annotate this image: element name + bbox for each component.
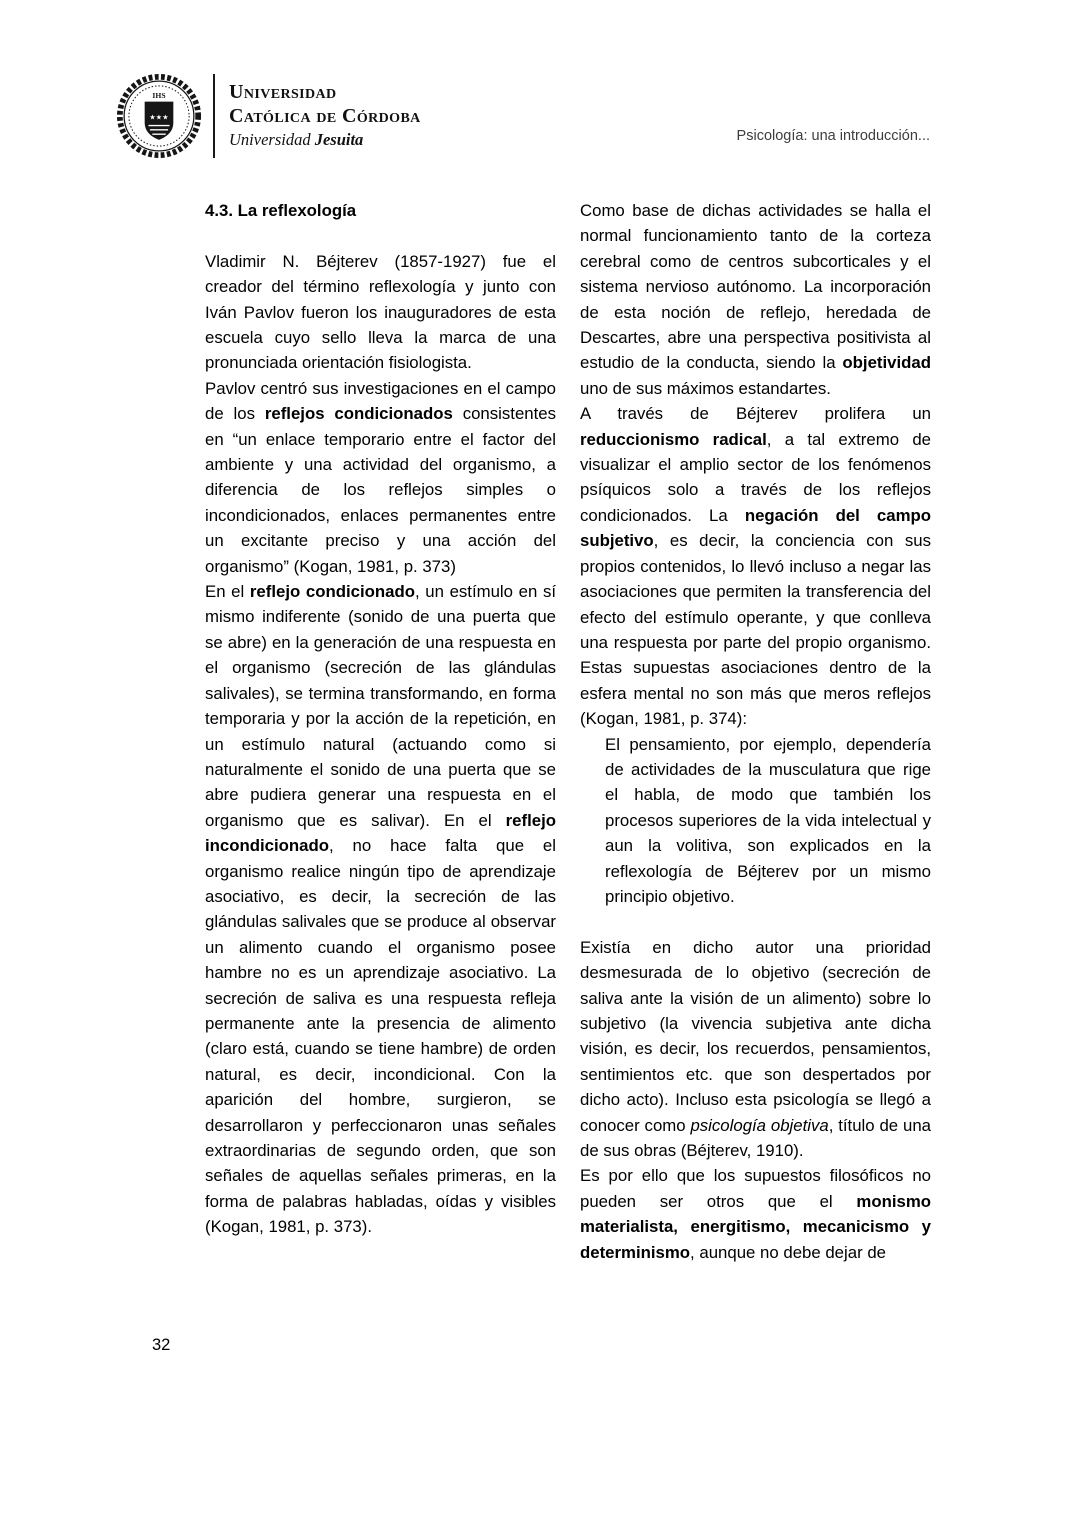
text-run: , título de una de sus obras (Béjterev, 1910). [580, 1115, 931, 1161]
header-divider [213, 74, 215, 158]
subtitle-normal: Universidad [229, 130, 311, 149]
paragraph [580, 198, 931, 401]
text-run: negación del campo subjetivo [580, 505, 931, 551]
text-run: reflejos condicionados [264, 404, 453, 424]
text-run: objetividad [842, 353, 931, 373]
block-quote [580, 732, 931, 910]
text-run: Existía en dicho autor una prioridad desmesurada de lo objetivo (secreción de saliva ante la visión de un alimento) sobre lo subjetivo (la vivencia subjetiva ante dicha visión, es decir, los recuerdos, pensamientos, sentimientos etc. que son despertados por dicho acto). Incluso esta psicología se llegó a conocer como [580, 937, 931, 1135]
text-run: monismo materialista, energitismo, mecanicismo y determinismo [580, 1191, 931, 1262]
paragraph [205, 249, 556, 376]
university-seal-icon [116, 72, 202, 160]
university-subtitle [229, 128, 421, 152]
seal-stars: ★★★ [149, 113, 169, 122]
text-run: , un estímulo en sí mismo indiferente (sonido de una puerta que se abre) en la generación de una respuesta en el organismo (secreción de las glándulas salivales), se termina transformando, en forma temporaria y por la acción de la repetición, en un estímulo natural (actuando como si naturalmente el sonido de una puerta que se abre pudiera generar una respuesta en el organismo que es salivar). En el [205, 582, 556, 830]
text-run: Como base de dichas actividades se halla el normal funcionamiento tanto de la corteza cerebral como de centros subcorticales y el sistema nervioso autónomo. La incorporación de esta noción de reflejo, heredada de Descartes, abre una perspectiva positivista al estudio de la conducta, siendo la [580, 201, 931, 373]
text-run: reduccionismo radical [580, 429, 767, 449]
text-run: Es por ello que los supuestos filosóficos no pueden ser otros que el [580, 1166, 931, 1211]
university-name-line2: Católica de Córdoba [229, 105, 421, 127]
text-run: , es decir, la conciencia con sus propios contenidos, lo llevó incluso a negar las asociaciones que permiten la transferencia del efecto del estímulo operante, y que conlleva una respuesta por parte del propio organismo. Estas supuestas asociaciones dentro de la esfera mental no son más que meros reflejos (Kogan, 1981, p. 374): [580, 531, 931, 729]
left-column-body [205, 249, 556, 1240]
text-run: , a tal extremo de visualizar el amplio sector de los fenómenos psíquicos solo a través de los reflejos condicionados. La [580, 429, 931, 525]
text-run: psicología objetiva [690, 1115, 829, 1135]
paragraph [580, 935, 931, 1164]
section-heading: 4.3. La reflexología [205, 201, 357, 220]
paragraph [205, 579, 556, 1240]
text-run: , aunque no debe dejar de [690, 1242, 886, 1262]
seal-ihs-text: IHS [152, 90, 166, 100]
university-name-line1: Universidad [229, 81, 337, 103]
running-title: Psicología: una introducción... [736, 128, 930, 144]
subtitle-bold: Jesuita [314, 130, 364, 149]
text-run: consistentes en “un enlace temporario entre el factor del ambiente y una actividad del organismo, a diferencia de los reflejos simples o incondicionados, enlaces permanentes entre un excitante preciso y una acción del organismo” (Kogan, 1981, p. 373) [205, 404, 556, 576]
paragraph [205, 376, 556, 579]
paragraph [580, 1163, 931, 1265]
text-run: Vladimir N. Béjterev (1857-1927) fue el creador del término reflexología y junto con Iván Pavlov fueron los inauguradores de esta escuela cuyo sello lleva la marca de una pronunciada orientación fisiologista. [205, 251, 556, 373]
text-run: A través de Béjterev prolifera un [580, 404, 931, 424]
text-run: En el [205, 582, 250, 602]
university-wordmark [229, 80, 421, 152]
text-run: reflejo condicionado [249, 582, 415, 602]
content-columns [205, 198, 932, 1265]
page-header [116, 72, 421, 160]
left-column [205, 198, 556, 1265]
paragraph [580, 401, 931, 731]
text-run: uno de sus máximos estandartes. [580, 378, 831, 398]
text-run: Pavlov centró sus investigaciones en el campo de los [205, 378, 556, 424]
text-run: reflejo incondicionado [205, 810, 556, 856]
text-run: , no hace falta que el organismo realice ningún tipo de aprendizaje asociativo, es decir, la secreción de las glándulas salivales que se produce al observar un alimento cuando el organismo posee hambre no es un aprendizaje asociativo. La secreción de saliva es una respuesta refleja permanente ante la presencia de alimento (claro está, cuando se tiene hambre) de orden natural, es decir, incondicional. Con la aparición del hombre, surgieron, se desarrollaron y perfeccionaron unas señales extraordinarias de segundo orden, que son señales de aquellas señales primeras, en la forma de palabras habladas, oídas y visibles (Kogan, 1981, p. 373). [205, 836, 556, 1237]
right-column [580, 198, 931, 1265]
text-run: El pensamiento, por ejemplo, dependería de actividades de la musculatura que rige el habla, de modo que también los procesos superiores de la vida intelectual y aun la volitiva, son explicados en la reflexología de Béjterev por un mismo principio objetivo. [605, 734, 931, 906]
page-number: 32 [152, 1336, 171, 1354]
